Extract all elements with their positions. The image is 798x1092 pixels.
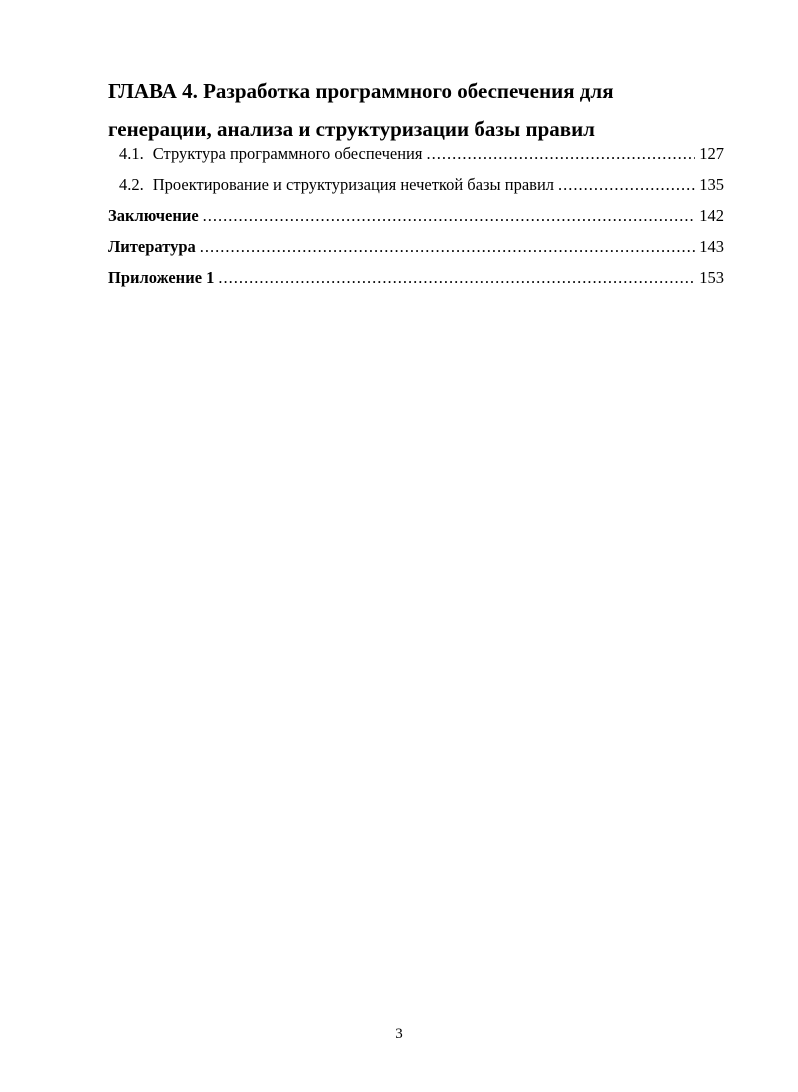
- toc-entry-page: 142: [699, 206, 724, 225]
- toc-entry-title: Литература: [108, 237, 196, 256]
- page-number: 3: [395, 1026, 403, 1042]
- toc-entry-4-1[interactable]: [108, 144, 724, 175]
- chapter-heading: [108, 72, 728, 148]
- dot-leader: [200, 237, 695, 257]
- toc-entry-title: Приложение 1: [108, 268, 215, 287]
- toc-entry-number: 4.1.: [119, 144, 144, 163]
- dot-leader: [558, 175, 695, 195]
- chapter-heading-line-2: генерации, анализа и структуризации базы правил: [108, 117, 595, 141]
- toc-entry-appendix-1[interactable]: [108, 268, 724, 299]
- toc-entry-title: Заключение: [108, 206, 199, 225]
- toc-entry-page: 127: [699, 144, 724, 163]
- dot-leader: [203, 206, 696, 226]
- toc-entry-conclusion[interactable]: [108, 206, 724, 237]
- toc-entry-page: 143: [699, 237, 724, 256]
- toc-entry-title: Проектирование и структуризация нечеткой базы правил: [152, 175, 555, 194]
- toc-entry-4-2[interactable]: [108, 175, 724, 206]
- dot-leader: [218, 268, 695, 288]
- dot-leader: [426, 144, 695, 164]
- toc-entry-literature[interactable]: [108, 237, 724, 268]
- toc-entry-number: 4.2.: [119, 175, 144, 194]
- toc-entry-page: 153: [699, 268, 724, 287]
- toc-entry-page: 135: [699, 175, 724, 194]
- toc-entry-title: Структура программного обеспечения: [152, 144, 423, 163]
- chapter-heading-line-1: ГЛАВА 4. Разработка программного обеспечения для: [108, 79, 614, 103]
- table-of-contents: [108, 144, 724, 299]
